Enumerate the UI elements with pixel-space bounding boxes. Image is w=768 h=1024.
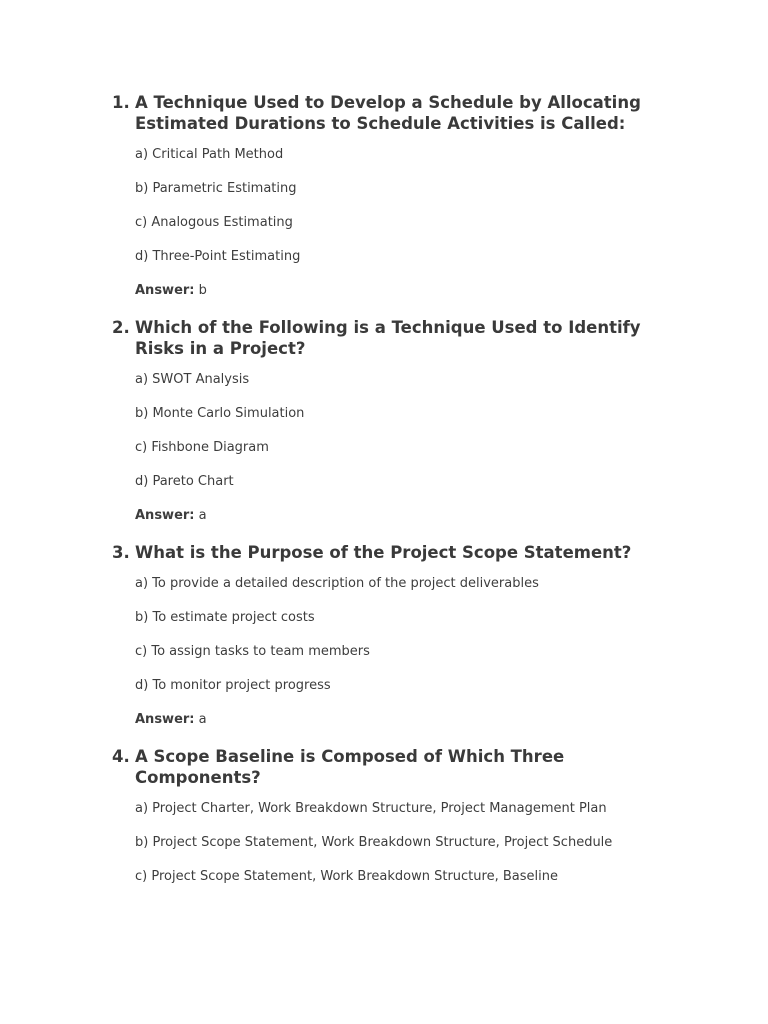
- option-list: [135, 801, 672, 885]
- answer-label: Answer:: [135, 508, 195, 523]
- option-list: [135, 576, 672, 694]
- answer-value: a: [198, 508, 207, 523]
- option-a: a) To provide a detailed description of the project deliverables: [135, 576, 539, 591]
- question-heading: [112, 542, 672, 563]
- option-b: b) Monte Carlo Simulation: [135, 406, 305, 421]
- question-list: [112, 92, 672, 903]
- option-list: [135, 372, 672, 490]
- question-1: [112, 92, 672, 309]
- option-c: c) Analogous Estimating: [135, 215, 293, 230]
- answer-label: Answer:: [135, 283, 195, 298]
- answer-label: Answer:: [135, 712, 195, 727]
- question-number: 2.: [112, 318, 130, 337]
- question-number: 3.: [112, 543, 130, 562]
- option-c: c) Project Scope Statement, Work Breakdown Structure, Baseline: [135, 869, 558, 884]
- question-heading: [112, 317, 672, 359]
- option-d: d) Pareto Chart: [135, 474, 234, 489]
- question-title: Which of the Following is a Technique Used to Identify Risks in a Project?: [135, 318, 641, 358]
- option-c: c) Fishbone Diagram: [135, 440, 269, 455]
- option-a: a) Project Charter, Work Breakdown Structure, Project Management Plan: [135, 801, 607, 816]
- option-a: a) Critical Path Method: [135, 147, 284, 162]
- question-title: A Scope Baseline is Composed of Which Three Components?: [135, 747, 565, 787]
- option-c: c) To assign tasks to team members: [135, 644, 370, 659]
- question-title: What is the Purpose of the Project Scope Statement?: [135, 543, 632, 562]
- question-number: 1.: [112, 93, 130, 112]
- answer-line: [135, 283, 672, 299]
- question-3: [112, 542, 672, 738]
- option-list: [135, 147, 672, 265]
- answer-value: b: [198, 283, 207, 298]
- option-d: d) To monitor project progress: [135, 678, 331, 693]
- question-title: A Technique Used to Develop a Schedule by Allocating Estimated Durations to Schedule Activities is Called:: [135, 93, 641, 133]
- question-heading: [112, 746, 672, 788]
- option-b: b) To estimate project costs: [135, 610, 315, 625]
- question-4: [112, 746, 672, 885]
- option-d: d) Three-Point Estimating: [135, 249, 301, 264]
- option-b: b) Parametric Estimating: [135, 181, 297, 196]
- question-number: 4.: [112, 747, 130, 766]
- question-heading: [112, 92, 672, 134]
- answer-value: a: [198, 712, 207, 727]
- question-2: [112, 317, 672, 534]
- answer-line: [135, 508, 672, 524]
- option-b: b) Project Scope Statement, Work Breakdown Structure, Project Schedule: [135, 835, 613, 850]
- option-a: a) SWOT Analysis: [135, 372, 250, 387]
- answer-line: [135, 712, 672, 728]
